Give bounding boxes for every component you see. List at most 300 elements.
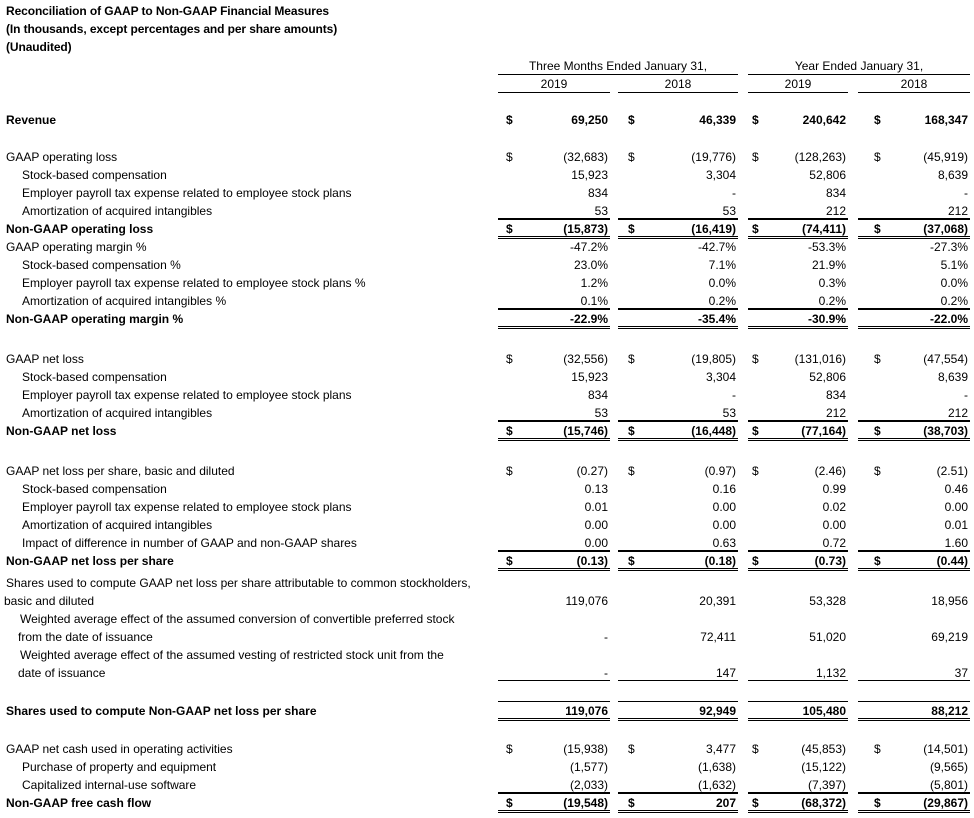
currency-symbol: $ xyxy=(506,796,513,810)
table-row xyxy=(0,256,974,274)
value-cell xyxy=(748,292,848,309)
value-text: 212 xyxy=(947,204,968,218)
value-cell xyxy=(858,309,970,329)
value-text: 147 xyxy=(715,666,736,680)
value-cell xyxy=(858,350,970,366)
value-cell xyxy=(498,309,610,329)
value-text: 212 xyxy=(947,406,968,420)
currency-symbol: $ xyxy=(628,742,635,756)
value-text: 88,212 xyxy=(931,704,968,718)
value-cell xyxy=(498,758,610,774)
value-text: 0.01 xyxy=(584,500,608,514)
value-cell xyxy=(498,498,610,514)
value-text: 0.01 xyxy=(944,518,968,532)
value-cell xyxy=(858,184,970,200)
value-cell xyxy=(498,793,610,813)
currency-symbol: $ xyxy=(752,554,759,568)
currency-symbol: $ xyxy=(628,424,635,438)
value-cell xyxy=(498,664,610,681)
row-label-continued: basic and diluted xyxy=(4,594,95,608)
value-cell xyxy=(618,498,738,514)
value-text: 168,347 xyxy=(924,113,968,127)
value-text: 0.00 xyxy=(822,518,846,532)
value-cell xyxy=(618,421,738,441)
value-text: (0.44) xyxy=(936,554,968,568)
value-text: (0.73) xyxy=(814,554,846,568)
value-cell xyxy=(748,480,848,496)
value-text: 3,304 xyxy=(705,370,736,384)
value-cell xyxy=(498,480,610,496)
value-cell xyxy=(498,740,610,756)
value-cell xyxy=(748,421,848,441)
value-cell xyxy=(748,404,848,421)
currency-symbol: $ xyxy=(628,352,635,366)
value-cell xyxy=(748,701,848,721)
value-text: 105,480 xyxy=(802,704,846,718)
currency-symbol: $ xyxy=(506,222,513,236)
table-row xyxy=(0,758,974,776)
value-cell xyxy=(858,404,970,421)
row-label: Capitalized internal-use software xyxy=(22,778,197,792)
value-cell xyxy=(618,309,738,329)
row-label: Stock-based compensation xyxy=(22,168,167,182)
value-cell xyxy=(618,256,738,272)
currency-symbol: $ xyxy=(628,113,635,127)
value-cell xyxy=(858,664,970,681)
value-cell xyxy=(858,148,970,164)
value-text: 0.2% xyxy=(708,294,736,308)
currency-symbol: $ xyxy=(628,150,635,164)
value-text: (15,938) xyxy=(563,742,608,756)
value-text: (16,448) xyxy=(691,424,736,438)
row-label: GAAP operating loss xyxy=(6,150,118,164)
value-cell xyxy=(618,551,738,571)
header-rule-col4 xyxy=(858,92,970,93)
row-label: Amortization of acquired intangibles xyxy=(22,406,213,420)
currency-symbol: $ xyxy=(874,554,881,568)
value-cell xyxy=(748,534,848,551)
value-text: 5.1% xyxy=(940,258,968,272)
currency-symbol: $ xyxy=(752,352,759,366)
value-text: (68,372) xyxy=(801,796,846,810)
value-cell xyxy=(748,256,848,272)
value-cell xyxy=(498,551,610,571)
table-row xyxy=(0,534,974,552)
report-title: Reconciliation of GAAP to Non-GAAP Financial Measures xyxy=(6,4,329,18)
value-cell xyxy=(618,238,738,254)
value-cell xyxy=(858,462,970,478)
value-text: 53 xyxy=(594,406,608,420)
value-cell xyxy=(858,368,970,384)
value-text: 0.00 xyxy=(584,536,608,550)
row-label: Stock-based compensation xyxy=(22,370,167,384)
value-cell xyxy=(858,498,970,514)
value-cell xyxy=(858,421,970,441)
value-cell xyxy=(858,111,970,127)
currency-symbol: $ xyxy=(628,796,635,810)
value-text: -53.3% xyxy=(807,240,846,254)
header-year-col3: 2019 xyxy=(784,77,812,91)
value-text: (7,397) xyxy=(807,778,846,792)
currency-symbol: $ xyxy=(506,742,513,756)
table-row xyxy=(0,462,974,480)
value-text: 0.46 xyxy=(944,482,968,496)
value-text: 52,806 xyxy=(809,370,846,384)
currency-symbol: $ xyxy=(752,113,759,127)
row-label: Non-GAAP net loss xyxy=(6,424,117,438)
currency-symbol: $ xyxy=(874,150,881,164)
value-cell xyxy=(618,292,738,309)
value-cell xyxy=(498,111,610,127)
value-cell xyxy=(858,219,970,239)
value-cell xyxy=(498,166,610,182)
value-cell xyxy=(858,701,970,721)
value-text: 1,132 xyxy=(815,666,846,680)
row-label: GAAP operating margin % xyxy=(6,240,147,254)
value-cell xyxy=(498,350,610,366)
value-text: 0.1% xyxy=(580,294,608,308)
value-text: 92,949 xyxy=(699,704,736,718)
table-row xyxy=(0,552,974,570)
currency-symbol: $ xyxy=(752,742,759,756)
table-row xyxy=(0,350,974,368)
table-row xyxy=(0,148,974,166)
value-cell xyxy=(618,701,738,721)
value-text: -22.0% xyxy=(929,312,968,326)
value-text: (1,632) xyxy=(697,778,736,792)
value-cell xyxy=(618,404,738,421)
value-cell xyxy=(858,274,970,290)
value-text: 240,642 xyxy=(802,113,846,127)
value-text: (15,122) xyxy=(801,760,846,774)
value-cell xyxy=(498,516,610,532)
value-cell xyxy=(498,184,610,200)
value-cell xyxy=(618,166,738,182)
value-text: 53 xyxy=(722,204,736,218)
currency-symbol: $ xyxy=(874,352,881,366)
value-text: -22.9% xyxy=(569,312,608,326)
table-row xyxy=(0,310,974,328)
header-year-col4: 2018 xyxy=(900,77,928,91)
value-cell xyxy=(748,350,848,366)
row-label: Non-GAAP net loss per share xyxy=(6,554,174,568)
header-rule-col3 xyxy=(748,92,848,93)
row-label: Non-GAAP operating margin % xyxy=(6,312,184,326)
value-text: (32,683) xyxy=(563,150,608,164)
value-text: 0.00 xyxy=(712,518,736,532)
value-cell xyxy=(618,793,738,813)
value-cell xyxy=(748,740,848,756)
value-cell xyxy=(618,368,738,384)
value-text: (74,411) xyxy=(801,222,846,236)
row-label: Stock-based compensation % xyxy=(22,258,181,272)
table-row xyxy=(0,274,974,292)
value-text: 0.0% xyxy=(940,276,968,290)
value-text: (37,068) xyxy=(923,222,968,236)
value-cell xyxy=(498,776,610,793)
value-cell xyxy=(498,238,610,254)
table-row xyxy=(0,368,974,386)
currency-symbol: $ xyxy=(752,424,759,438)
value-text: (0.27) xyxy=(576,464,608,478)
row-label: Amortization of acquired intangibles xyxy=(22,204,213,218)
currency-symbol: $ xyxy=(874,796,881,810)
value-cell xyxy=(618,219,738,239)
value-cell xyxy=(498,592,610,608)
value-cell xyxy=(748,202,848,219)
value-text: (128,263) xyxy=(794,150,846,164)
value-text: 8,639 xyxy=(937,370,968,384)
currency-symbol: $ xyxy=(628,222,635,236)
table-row xyxy=(0,648,974,682)
value-cell xyxy=(618,516,738,532)
value-cell xyxy=(498,534,610,551)
value-cell xyxy=(498,219,610,239)
value-text: 69,250 xyxy=(571,113,608,127)
table-row xyxy=(0,111,974,129)
currency-symbol: $ xyxy=(506,554,513,568)
row-label: Employer payroll tax expense related to employee stock plans xyxy=(22,388,352,402)
value-text: (2.46) xyxy=(814,464,846,478)
value-text: -30.9% xyxy=(807,312,846,326)
value-cell xyxy=(618,664,738,681)
table-row xyxy=(0,702,974,720)
value-text: 834 xyxy=(587,388,608,402)
currency-symbol: $ xyxy=(752,464,759,478)
value-text: 1.60 xyxy=(944,536,968,550)
value-text: 0.99 xyxy=(822,482,846,496)
table-row xyxy=(0,516,974,534)
value-text: 72,411 xyxy=(700,630,736,644)
value-text: 834 xyxy=(587,186,608,200)
table-row xyxy=(0,386,974,404)
value-cell xyxy=(618,534,738,551)
value-text: 834 xyxy=(825,186,846,200)
value-text: (1,577) xyxy=(569,760,608,774)
value-text: (2.51) xyxy=(936,464,968,478)
value-text: (2,033) xyxy=(569,778,608,792)
value-text: (19,805) xyxy=(691,352,736,366)
value-text: - xyxy=(732,186,736,200)
value-cell xyxy=(498,421,610,441)
value-text: (38,703) xyxy=(923,424,968,438)
currency-symbol: $ xyxy=(628,464,635,478)
value-text: 0.0% xyxy=(708,276,736,290)
value-text: 8,639 xyxy=(937,168,968,182)
value-text: 212 xyxy=(825,406,846,420)
row-label: Revenue xyxy=(6,113,57,127)
value-text: 53 xyxy=(722,406,736,420)
header-year-ended: Year Ended January 31, xyxy=(794,59,924,73)
value-text: (15,746) xyxy=(563,424,608,438)
value-text: - xyxy=(964,186,968,200)
value-text: 0.00 xyxy=(944,500,968,514)
value-cell xyxy=(618,148,738,164)
value-text: 52,806 xyxy=(809,168,846,182)
currency-symbol: $ xyxy=(874,464,881,478)
value-text: 21.9% xyxy=(811,258,846,272)
row-label: Amortization of acquired intangibles % xyxy=(22,294,227,308)
header-year-col2: 2018 xyxy=(664,77,692,91)
value-cell xyxy=(858,534,970,551)
value-cell xyxy=(748,758,848,774)
value-cell xyxy=(858,740,970,756)
row-label: Impact of difference in number of GAAP and non-GAAP shares xyxy=(22,536,357,550)
currency-symbol: $ xyxy=(752,796,759,810)
value-text: 212 xyxy=(825,204,846,218)
value-cell xyxy=(858,758,970,774)
value-text: 20,391 xyxy=(699,594,736,608)
report-unaudited-note: (Unaudited) xyxy=(6,40,72,54)
table-row xyxy=(0,166,974,184)
value-cell xyxy=(748,111,848,127)
value-cell xyxy=(498,701,610,721)
currency-symbol: $ xyxy=(874,742,881,756)
value-text: 69,219 xyxy=(931,630,968,644)
value-cell xyxy=(748,551,848,571)
value-cell xyxy=(618,592,738,608)
value-text: (131,016) xyxy=(794,352,846,366)
header-rule-1 xyxy=(498,74,738,75)
value-text: (1,638) xyxy=(697,760,736,774)
value-text: -42.7% xyxy=(697,240,736,254)
value-cell xyxy=(498,274,610,290)
header-rule-col2 xyxy=(618,92,738,93)
value-cell xyxy=(618,184,738,200)
value-cell xyxy=(748,148,848,164)
value-text: (0.18) xyxy=(704,554,736,568)
value-text: -47.2% xyxy=(569,240,608,254)
row-label: Employer payroll tax expense related to employee stock plans % xyxy=(22,276,366,290)
value-text: (45,919) xyxy=(923,150,968,164)
value-text: 23.0% xyxy=(573,258,608,272)
value-cell xyxy=(748,592,848,608)
value-text: (0.97) xyxy=(704,464,736,478)
value-cell xyxy=(748,386,848,402)
currency-symbol: $ xyxy=(874,222,881,236)
value-text: 0.16 xyxy=(712,482,736,496)
header-rule-col1 xyxy=(498,92,610,93)
value-cell xyxy=(748,309,848,329)
table-row xyxy=(0,238,974,256)
currency-symbol: $ xyxy=(506,150,513,164)
value-cell xyxy=(618,480,738,496)
value-text: (15,873) xyxy=(563,222,608,236)
header-three-months: Three Months Ended January 31, xyxy=(528,59,708,73)
value-cell xyxy=(748,776,848,793)
value-cell xyxy=(748,184,848,200)
value-cell xyxy=(498,202,610,219)
row-label: Stock-based compensation xyxy=(22,482,167,496)
value-text: (19,776) xyxy=(691,150,736,164)
row-label: GAAP net loss xyxy=(6,352,84,366)
table-row xyxy=(0,404,974,422)
row-label: Employer payroll tax expense related to employee stock plans xyxy=(22,500,352,514)
value-text: 3,304 xyxy=(705,168,736,182)
value-cell xyxy=(858,592,970,608)
value-text: (0.13) xyxy=(576,554,608,568)
table-row xyxy=(0,576,974,610)
value-cell xyxy=(858,292,970,309)
currency-symbol: $ xyxy=(874,424,881,438)
value-cell xyxy=(748,166,848,182)
value-text: (47,554) xyxy=(923,352,968,366)
value-text: (9,565) xyxy=(929,760,968,774)
row-label: Employer payroll tax expense related to employee stock plans xyxy=(22,186,352,200)
value-cell xyxy=(858,516,970,532)
value-text: 53,328 xyxy=(809,594,846,608)
currency-symbol: $ xyxy=(506,352,513,366)
row-label: Amortization of acquired intangibles xyxy=(22,518,213,532)
value-text: (77,164) xyxy=(801,424,846,438)
table-row xyxy=(0,202,974,220)
row-label: Shares used to compute GAAP net loss per share attributable to common stockholders, xyxy=(6,576,471,590)
table-row xyxy=(0,794,974,812)
header-rule-2 xyxy=(748,74,970,75)
table-row xyxy=(0,422,974,440)
value-text: - xyxy=(964,388,968,402)
table-row xyxy=(0,498,974,516)
value-cell xyxy=(498,368,610,384)
row-label: Weighted average effect of the assumed conversion of convertible preferred stock xyxy=(20,612,455,626)
value-text: 15,923 xyxy=(571,168,608,182)
value-text: 119,076 xyxy=(565,704,608,718)
value-cell xyxy=(498,462,610,478)
value-cell xyxy=(618,274,738,290)
value-text: 0.2% xyxy=(940,294,968,308)
value-text: (45,853) xyxy=(801,742,846,756)
value-cell xyxy=(858,628,970,644)
value-cell xyxy=(858,256,970,272)
value-cell xyxy=(498,256,610,272)
table-row xyxy=(0,292,974,310)
value-text: 15,923 xyxy=(571,370,608,384)
value-cell xyxy=(618,111,738,127)
value-cell xyxy=(748,238,848,254)
value-text: 207 xyxy=(715,796,736,810)
value-text: 0.2% xyxy=(818,294,846,308)
value-text: (19,548) xyxy=(563,796,608,810)
value-text: 37 xyxy=(954,666,968,680)
value-cell xyxy=(618,462,738,478)
value-cell xyxy=(748,628,848,644)
value-text: 51,020 xyxy=(809,630,846,644)
table-row xyxy=(0,220,974,238)
currency-symbol: $ xyxy=(506,464,513,478)
value-cell xyxy=(858,238,970,254)
value-text: - xyxy=(732,388,736,402)
currency-symbol: $ xyxy=(874,113,881,127)
value-text: (29,867) xyxy=(923,796,968,810)
value-text: 0.00 xyxy=(584,518,608,532)
value-cell xyxy=(498,292,610,309)
value-cell xyxy=(858,202,970,219)
value-text: 18,956 xyxy=(931,594,968,608)
value-text: -27.3% xyxy=(929,240,968,254)
value-cell xyxy=(748,462,848,478)
row-label: GAAP net loss per share, basic and diluted xyxy=(6,464,235,478)
value-cell xyxy=(498,148,610,164)
row-label: Shares used to compute Non-GAAP net loss per share xyxy=(6,704,317,718)
value-cell xyxy=(748,274,848,290)
value-cell xyxy=(748,368,848,384)
value-cell xyxy=(618,350,738,366)
value-text: (16,419) xyxy=(691,222,736,236)
value-text: 7.1% xyxy=(708,258,736,272)
value-cell xyxy=(618,740,738,756)
value-cell xyxy=(618,202,738,219)
currency-symbol: $ xyxy=(628,554,635,568)
